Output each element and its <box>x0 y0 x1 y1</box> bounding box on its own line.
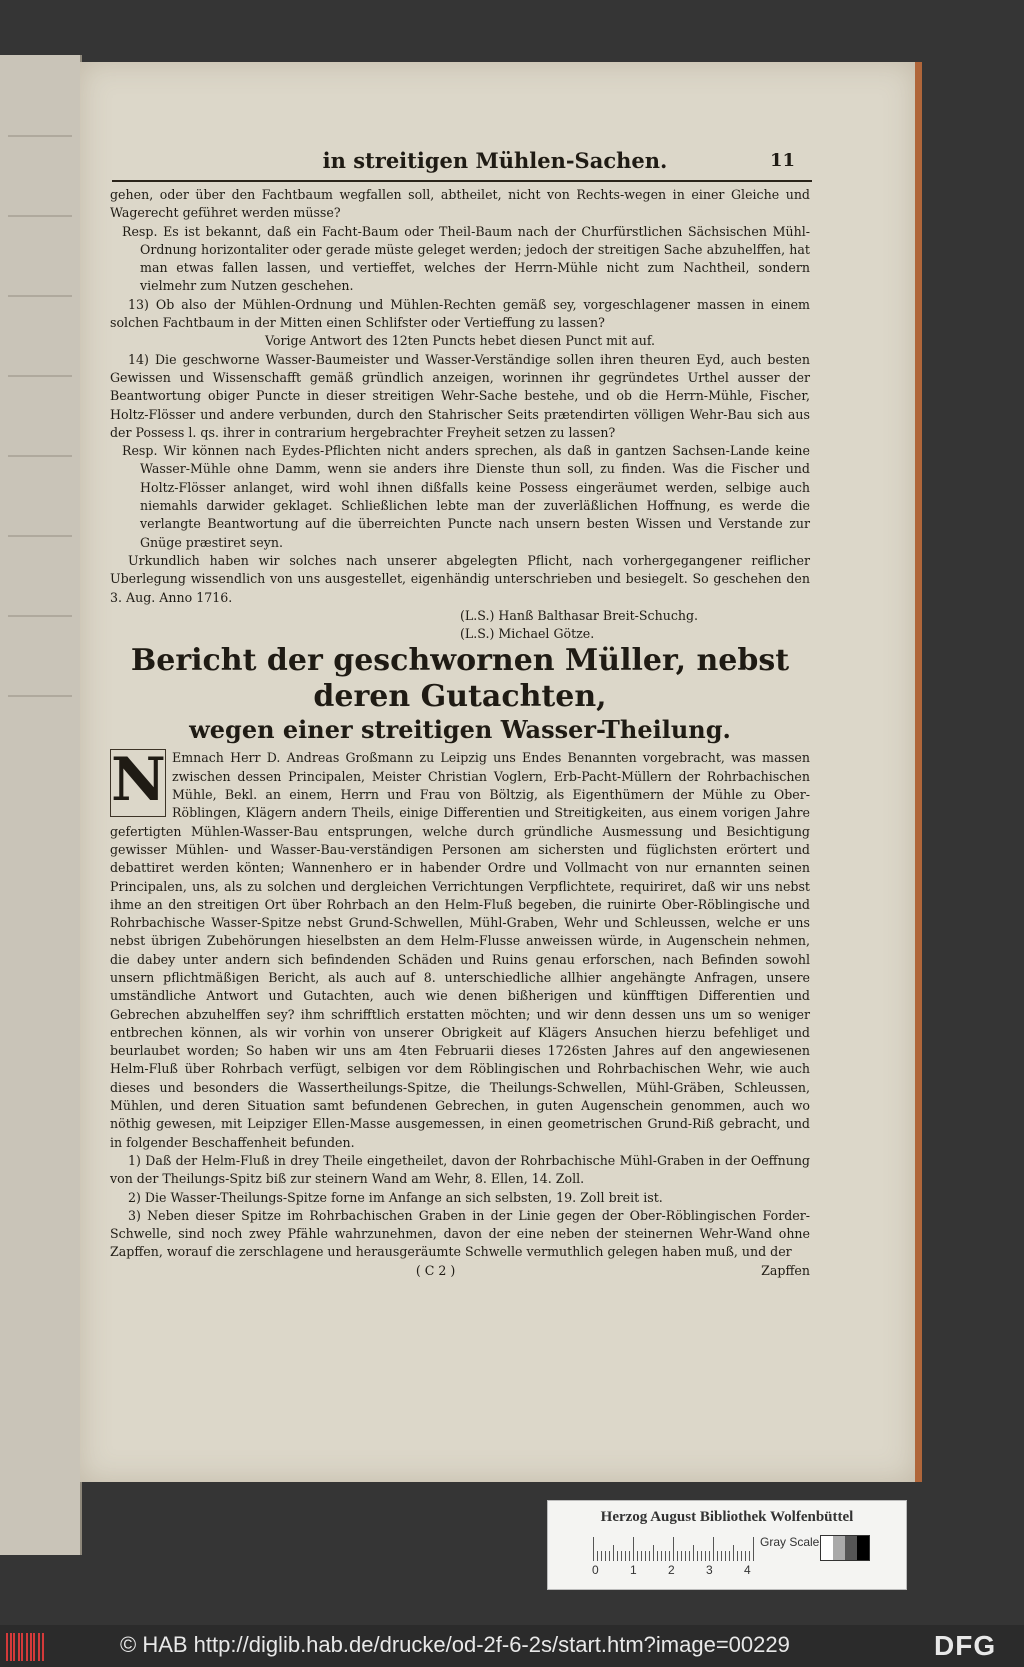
ruler-tick <box>721 1551 722 1561</box>
barcode-stripe <box>33 1633 35 1661</box>
ruler-tick <box>685 1551 686 1561</box>
scale-number: 0 <box>592 1563 599 1577</box>
paragraph: gehen, oder über den Fachtbaum wegfallen soll, abtheilet, nicht von Rechts-wegen in einer Gleiche und Wagerecht geführet werden müsse? <box>110 187 810 221</box>
library-title: Herzog August Bibliothek Wolfenbüttel <box>600 1509 854 1525</box>
ruler-tick <box>697 1551 698 1561</box>
footer-line <box>110 1262 810 1280</box>
barcode-stripe <box>10 1633 12 1661</box>
paragraph: 1) Daß der Helm-Fluß in drey Theile eingetheilet, davon der Rohrbachische Mühl-Graben in der Oeffnung von der Theilungs-Spitz biß zur steinern Wand am Wehr, 8. Ellen, 14. Zoll. <box>110 1152 810 1187</box>
ruler-tick <box>681 1551 682 1561</box>
ruler-tick <box>733 1545 734 1561</box>
ruler-tick <box>677 1551 678 1561</box>
ruler-tick <box>657 1551 658 1561</box>
paragraph: Resp. Es ist bekannt, daß ein Facht-Baum oder Theil-Baum nach der Churfürstlichen Sächsischen Mühl-Ordnung horizontaliter oder gerade müste geleget werden; jedoch der streitigen Sache abzuhelffen, hat man etwas fallen lassen, und vertieffet, welches der Herrn-Mühle nicht zum Nachtheil, sondern vielmehr zum Nutzen geschehen. <box>122 223 810 294</box>
ruler-tick <box>725 1551 726 1561</box>
scale-number: 1 <box>630 1563 637 1577</box>
ruler-tick <box>637 1551 638 1561</box>
paragraph <box>110 745 810 1152</box>
section-title: Bericht der geschwornen Müller, nebst deren Gutachten, <box>130 643 790 715</box>
signature-line: (L.S.) Hanß Balthasar Breit-Schuchg. <box>460 607 699 623</box>
ruler-tick <box>601 1551 602 1561</box>
barcode-stripe <box>30 1633 32 1661</box>
ruler-tick <box>705 1551 706 1561</box>
catchword: Zapffen <box>761 1262 810 1278</box>
ruler-tick <box>661 1551 662 1561</box>
barcode-stripe <box>26 1633 28 1661</box>
barcode-icon <box>6 1633 46 1661</box>
page-body <box>110 186 810 1280</box>
paragraph-text: Emnach Herr D. Andreas Großmann zu Leipzig uns Endes Benannten vorgebracht, was massen zwischen dessen Principalen, Meister Christian Voglern, Erb-Pacht-Müllern der Rohrbachischen Mühle, Bekl. an einem, Herrn und Frau von Böltzig, als Eigenthümern der Mühle zu Ober-Röblingen, Klägern andern Theils, einige Differentien und Streitigkeiten, aus einem vorigen Jahre gefertigten Mühlen-Wasser-Bau entsprungen, welche durch gründliche Ausmessung und Besichtigung gewisser Mühlen- und Wasser-Bau-verständigen Personen am sichersten und füglichsten erörtert und debattiret werden könten; Wannenhero er in habender Ordre und Vollmacht von nur ernannten seinen Principalen, uns, als zu solchen und dergleichen Verrichtungen Verpflichtete, requiriret, daß wir uns nebst ihme an den streitigen Ort über Rohrbach an den Helm-Fluß begeben, die ruinirte Ober-Röblingische und Rohrbachische Wasser-Spitze nebst Grund-Schwellen, Mühl-Graben, Wehr und Schleussen, welche er uns nebst übrigen Zubehörungen hieselbsten an dem Helm-Flusse anweissen würde, in Augenschein nehmen, die dabey unter andern sich befindenden Schäden und Ruins genau erforschen, nach Befinden sowohl unsern pflichtmäßigen Bericht, als auch auf 8. unterschiedliche allhier angehängte Anfragen, unsere umständliche Antwort und Gutachten, auch wie denen bißherigen und künfftigen Differentien und Gebrechen abzuhelffen sey? ihm schrifftlich erstatten möchten; und wir denn dessen uns um so weniger entbrechen können, als wir vorhin von unserer Obrigkeit auf Klägers Ansuchen hierzu befehliget und beurlaubet worden; So haben wir uns am 4ten Februarii dieses 1726sten Jahres auf den angewiesenen Helm-Fluß über Rohrbach verfügt, selbigen vor dem Röblingischen und Rohrbachischen Wehr, wie auch dieses und besonders die Wassertheilungs-Spitze, die Theilungs-Schwellen, Mühl-Gräben, Schleussen, Mühlen, und deren Situation samt befundenen Gebrechen, in guten Augenschein genommen, auch wo nöthig gewesen, mit Leipziger Ellen-Masse ausgemessen, in einen geometrischen Grund-Riß gebracht, und in folgender Beschaffenheit befunden. <box>110 750 810 1150</box>
barcode-stripe <box>38 1633 40 1661</box>
ruler-tick <box>741 1551 742 1561</box>
dfg-logo: DFG <box>934 1630 997 1661</box>
ruler-tick <box>713 1537 714 1561</box>
copyright-link[interactable]: © HAB http://diglib.hab.de/drucke/od-2f-6-2s/start.htm?image=00229 <box>120 1632 790 1657</box>
ruler-tick <box>633 1537 634 1561</box>
ruler-tick <box>749 1551 750 1561</box>
document-page <box>80 62 915 1482</box>
running-title: in streitigen Mühlen-Sachen. <box>322 148 668 173</box>
ruler-tick <box>621 1551 622 1561</box>
ruler-tick <box>665 1551 666 1561</box>
ruler-tick <box>625 1551 626 1561</box>
signature-mark: ( C 2 ) <box>415 1262 456 1278</box>
ruler-tick <box>609 1551 610 1561</box>
ruler-tick <box>753 1537 754 1561</box>
ruler-tick <box>693 1545 694 1561</box>
ruler-tick <box>645 1551 646 1561</box>
paragraph: 2) Die Wasser-Theilungs-Spitze forne im Anfange an sich selbsten, 19. Zoll breit ist. <box>128 1189 663 1205</box>
barcode-stripe <box>13 1633 15 1661</box>
header-rule <box>112 180 812 182</box>
scale-number: 4 <box>744 1563 751 1577</box>
ruler-tick <box>709 1551 710 1561</box>
barcode-stripe <box>21 1633 23 1661</box>
ruler-tick <box>649 1551 650 1561</box>
ruler-tick <box>669 1551 670 1561</box>
section-subtitle: wegen einer streitigen Wasser-Theilung. <box>189 715 731 745</box>
scale-number: 3 <box>706 1563 713 1577</box>
dropcap-initial: N <box>111 745 166 816</box>
ruler-tick <box>597 1551 598 1561</box>
paragraph: Vorige Antwort des 12ten Puncts hebet diesen Punct mit auf. <box>264 333 656 349</box>
gray-scale-label: Gray Scale <box>760 1535 820 1549</box>
ruler-tick <box>717 1551 718 1561</box>
left-page-edge <box>0 55 82 1555</box>
barcode-stripe <box>18 1633 20 1661</box>
paragraph: 3) Neben dieser Spitze im Rohrbachischen Graben in der Linie gegen der Ober-Röblingischen Forder-Schwelle, sind noch zwey Pfähle wahrzunehmen, davon der eine neben der steinernen Wehr-Wand ohne Zapffen, worauf die zerschlagene und herausgeräumte Schwelle vermuthlich gelegen haben muß, und der <box>110 1207 810 1260</box>
signature-line: (L.S.) Michael Götze. <box>460 626 595 642</box>
ruler-tick <box>729 1551 730 1561</box>
barcode-stripe <box>42 1633 44 1661</box>
ruler-tick <box>745 1551 746 1561</box>
paragraph: 13) Ob also der Mühlen-Ordnung und Mühlen-Rechten gemäß sey, vorgeschlagener massen in einem solchen Fachtbaum in der Mitten einen Schlifster oder Vertieffung zu lassen? <box>110 296 810 331</box>
ruler-tick <box>605 1551 606 1561</box>
ruler-tick <box>653 1545 654 1561</box>
ruler-tick <box>689 1551 690 1561</box>
library-color-card <box>547 1500 907 1590</box>
paragraph: Resp. Wir können nach Eydes-Pflichten nicht anders sprechen, als daß in gantzen Sachsen-Lande keine Wasser-Mühle ohne Damm, wenn sie anders ihre Dienste thun soll, zu finden. Was die Fischer und Holtz-Flösser anlanget, wird wohl ihnen dißfalls keine Possess eingeräumet werden, selbige auch niemahls darwider geklaget. Schließlichen lebte man der zuverläßlichen Hoffnung, es werde die verlangte Beantwortung auf die überreichten Puncte nach unsern besten Wissen und Verstande zur Gnüge præstiret seyn. <box>122 443 810 550</box>
paragraph: Urkundlich haben wir solches nach unserer abgelegten Pflicht, nach vorhergegangener reiflicher Uberlegung wissendlich von uns ausgestellet, eigenhändig unterschrieben und besiegelt. So geschehen den 3. Aug. Anno 1716. <box>110 552 810 605</box>
ruler-tick <box>613 1545 614 1561</box>
ruler-tick <box>629 1551 630 1561</box>
page-number: 11 <box>770 150 796 171</box>
bottom-bar <box>0 1625 1024 1667</box>
ruler-tick <box>593 1537 594 1561</box>
scale-number: 2 <box>668 1563 675 1577</box>
gray-scale-swatches <box>820 1535 870 1561</box>
barcode-stripe <box>6 1633 8 1661</box>
ruler-tick <box>737 1551 738 1561</box>
ruler-tick <box>701 1551 702 1561</box>
paragraph: 14) Die geschworne Wasser-Baumeister und Wasser-Verständige sollen ihren theuren Eyd, auch besten Gewissen und Wissenschafft gemäß gründlich anzeigen, worinnen ihr gegründetes Urthel ausser der Beantwortung obiger Puncte in dieser streitigen Wehr-Sache bestehe, und ob die Herrn-Mühle, Fischer, Holtz-Flösser und andere verbunden, durch den Stahrischer Seits prætendirten völligen Wehr-Bau sich aus der Possess l. qs. ihrer in contrarium hergebrachter Freyheit setzen zu lassen? <box>110 351 810 440</box>
ruler-tick <box>617 1551 618 1561</box>
ruler-tick <box>673 1537 674 1561</box>
scale-ruler <box>593 1535 753 1561</box>
ruler-tick <box>641 1551 642 1561</box>
